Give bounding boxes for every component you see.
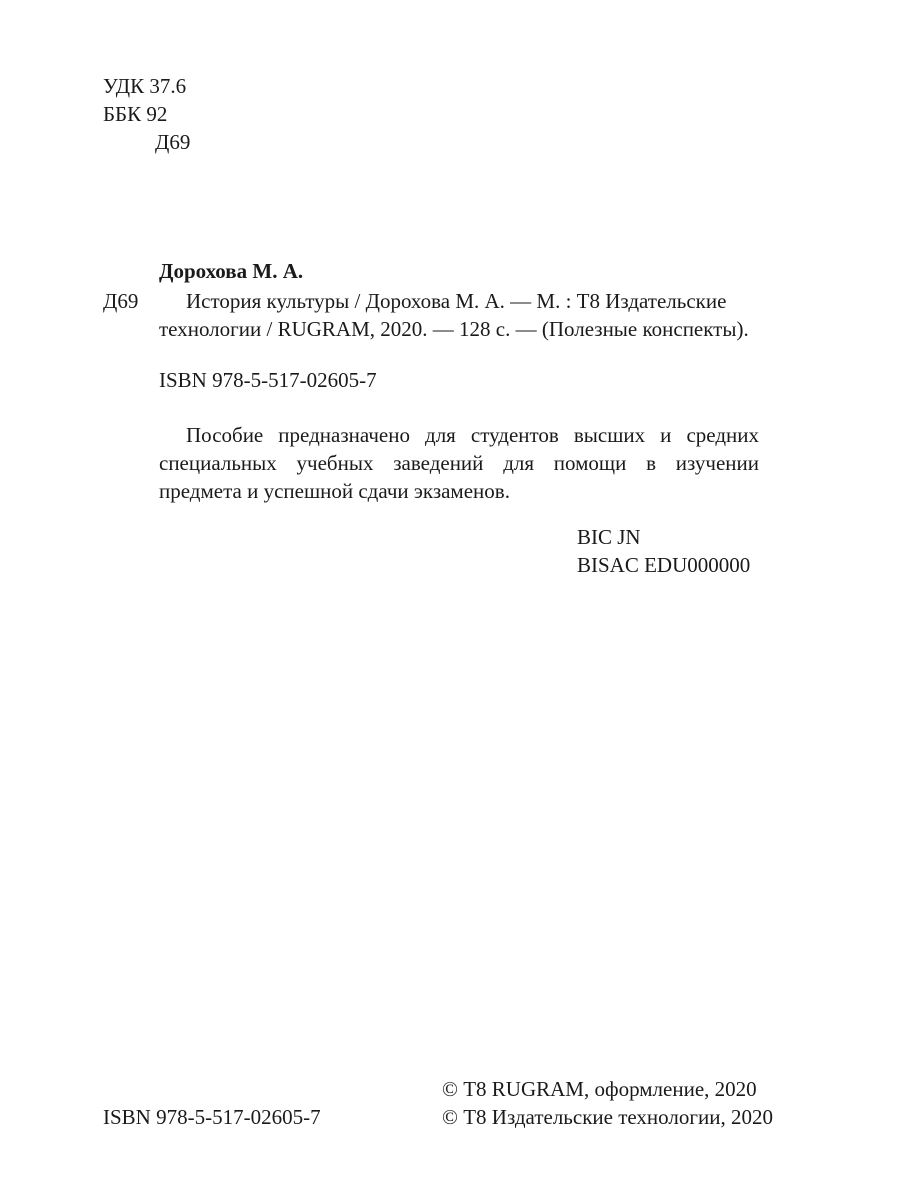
copyright-publisher: © Т8 Издательские технологии, 2020	[442, 1105, 773, 1129]
record-title-line-1: История культуры / Дорохова М. А. — М. : Т8 Издательские	[186, 289, 727, 313]
bic-code: BIC JN	[577, 525, 641, 549]
bisac-code: BISAC EDU000000	[577, 553, 751, 577]
footer-isbn: ISBN 978-5-517-02605-7	[103, 1105, 321, 1129]
author-mark-record: Д69	[103, 289, 139, 313]
record-isbn: ISBN 978-5-517-02605-7	[159, 368, 377, 392]
annotation-paragraph: Пособие предназначено для студентов высших и средних специальных учебных заведений для помощи в изучении предмета и успешной сдачи экзаменов.	[159, 423, 759, 503]
author-mark-top: Д69	[155, 130, 191, 154]
copyright-design: © Т8 RUGRAM, оформление, 2020	[442, 1077, 757, 1101]
bbk-code: ББК 92	[103, 102, 168, 126]
record-title-line-2: технологии / RUGRAM, 2020. — 128 с. — (Полезные конспекты).	[159, 317, 749, 341]
author-heading: Дорохова М. А.	[159, 259, 304, 283]
udk-code: УДК 37.6	[103, 74, 187, 98]
